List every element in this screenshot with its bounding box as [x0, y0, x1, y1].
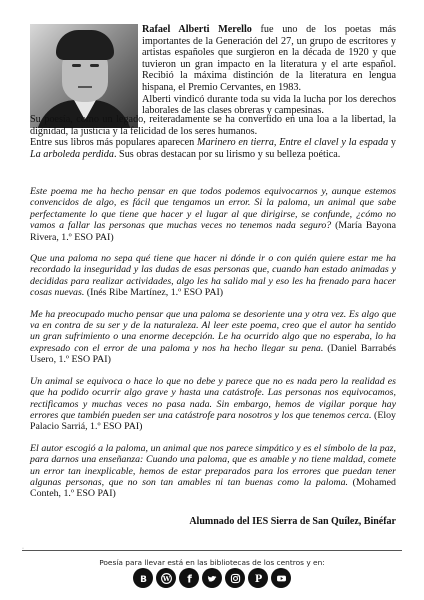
instagram-icon[interactable] — [225, 568, 245, 588]
comment-quote: Me ha preocupado mucho pensar que una paloma se desoriente una y otra vez. Es algo que va en contra de su ser y de la naturaleza. Al leer este poema, creo que el autor ha sentido un gran sufrimiento o una enorme decepción. Le ha ocurrido algo que no esperaba, lo ha expresado con el error de una paloma y nos ha hecho llegar su pena. — [30, 308, 396, 354]
bio-paragraph-3: Su poesía, como un legado, reiteradamente se ha convertido en una loa a la libertad, la dignidad, la justicia y la felicidad de los seres humanos. — [30, 114, 396, 137]
student-comment — [30, 443, 396, 500]
bio-paragraph-2: Alberti vindicó durante toda su vida la lucha por los derechos laborales de las clases obreras y campesinas. — [142, 93, 396, 117]
student-comment — [30, 376, 396, 433]
facebook-icon[interactable] — [179, 568, 199, 588]
student-comment — [30, 186, 396, 243]
comment-quote: Un animal se equivoca o hace lo que no debe y parece que no es nada pero la realidad es que ha podido ocurrir algo grave y hasta una catástrofe. Las personas nos equivocamos, rectificamos y muchas veces no pasa nada. Sin embargo, hemos de vigilar porque hay errores que también pueden ser una catástrofe para nosotros y los que tenemos cerca. — [30, 375, 396, 421]
svg-text:P: P — [254, 573, 262, 585]
pinterest-icon[interactable] — [248, 568, 268, 588]
comment-author: (Eloy Palacio Sarriá, 1.º ESO PAI) — [30, 409, 396, 433]
footer-text: Poesía para llevar está en las bibliotecas de los centros y en: — [99, 558, 325, 567]
book-title: Marinero en tierra, Entre el clavel y la espada — [196, 137, 389, 149]
social-links — [0, 568, 424, 588]
svg-text:B: B — [139, 574, 147, 585]
bio-text-beside-portrait — [142, 24, 396, 117]
comment-author: (Mohamed Conteh, 1.º ESO PAI) — [30, 476, 396, 500]
bio-paragraph-1: Rafael Alberti Merello fue uno de los poetas más importantes de la Generación del 27, un grupo de escritores y artistas españoles que surgieron en la década de 1920 y que tuvieron un gran impacto en la literatura y el arte español. Recibió la máxima distinción de la literatura en lengua hispana, el Premio Cervantes, en 1983. — [142, 24, 396, 93]
author-name: Rafael Alberti Merello — [142, 24, 252, 35]
comment-author: (Daniel Barrabés Usero, 1.º ESO PAI) — [30, 342, 396, 366]
twitter-icon[interactable] — [202, 568, 222, 588]
page-mark: · — [22, 546, 24, 552]
student-comment — [30, 309, 396, 366]
footer-divider — [22, 550, 402, 551]
youtube-icon[interactable] — [271, 568, 291, 588]
signature: Alumnado del IES Sierra de San Quílez, Binéfar — [189, 516, 396, 527]
student-comment — [30, 253, 396, 299]
svg-text:f: f — [186, 573, 192, 585]
blog-icon[interactable] — [133, 568, 153, 588]
student-comments — [30, 186, 396, 510]
author-portrait — [30, 24, 138, 128]
book-title: La arboleda perdida — [30, 148, 114, 160]
svg-text:W: W — [162, 574, 170, 583]
comment-quote: Este poema me ha hecho pensar en que todos podemos equivocarnos y, aunque estemos convencidos de algo, es fácil que tengamos un error. Si la paloma, un animal que sabe perfectamente lo que tiene que hacer y el lugar al que dirigirse, se confunde, ¿cómo no vamos a fallar las personas que muchas veces no tenemos nada seguro? — [30, 186, 396, 232]
bio-text-full-width — [30, 114, 396, 160]
wordpress-icon[interactable] — [156, 568, 176, 588]
comment-author: (María Bayona Rivera, 1.º ESO PAI) — [30, 220, 396, 243]
comment-quote: El autor escogió a la paloma, un animal que nos parece simpático y es el símbolo de la paz, para darnos una enseñanza: Cuando una paloma, que es amable y no tiene maldad, comete un error tan inexplicable, hemos de estar preparados para los errores que puedan tener algunas personas, que no son tan amables ni tan buenas como la paloma. — [30, 442, 396, 488]
comment-quote: Que una paloma no sepa qué tiene que hacer ni dónde ir o con quién quiere estar me ha recordado la inseguridad y las dudas de esas personas que, cuando han estado animadas y decididas para realizar actividades, algo les ha salido mal y eso les ha frenado para hacer cosas nuevas. — [30, 253, 396, 299]
bio-paragraph-4: Entre sus libros más populares aparecen Marinero en tierra, Entre el clavel y la espada y La arboleda perdida. Sus obras destacan por su lirismo y su belleza poética. — [30, 137, 397, 160]
comment-author: (Inés Ribe Martínez, 1.º ESO PAI) — [84, 287, 224, 299]
